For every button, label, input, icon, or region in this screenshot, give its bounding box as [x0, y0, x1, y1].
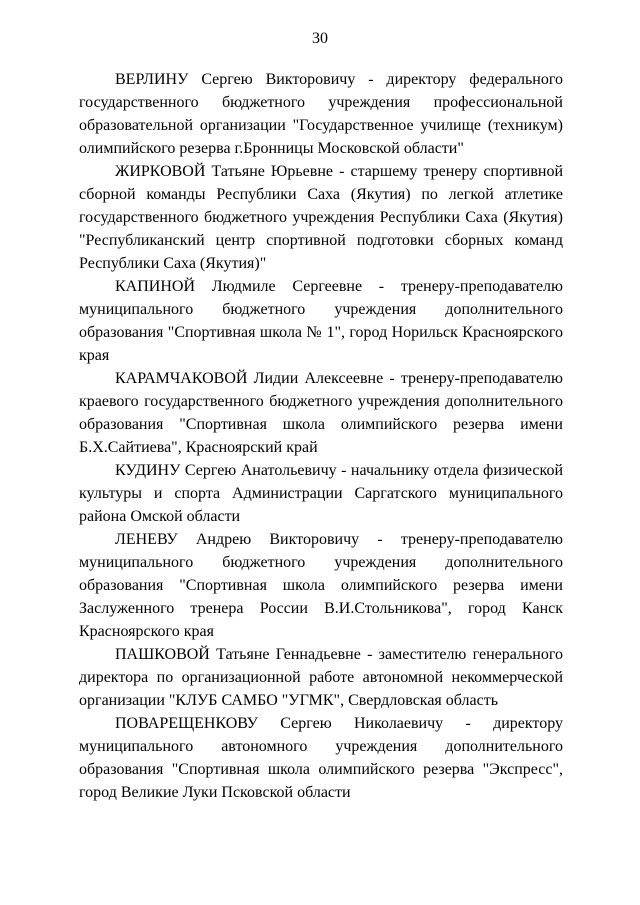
- award-entry: ПАШКОВОЙ Татьяне Геннадьевне - заместителю генерального директора по организационной работе автономной некоммерческой организации "КЛУБ САМБО "УГМК", Свердловская область: [79, 646, 563, 709]
- page-number: 30: [312, 30, 328, 47]
- award-entry: ПОВАРЕЩЕНКОВУ Сергею Николаевичу - директору муниципального автономного учреждения дополнительного образования "Спортивная школа олимпийского резерва "Экспресс", город Великие Луки Псковской области: [79, 715, 563, 801]
- award-entry: КАПИНОЙ Людмиле Сергеевне - тренеру-преподавателю муниципального бюджетного учреждения дополнительного образования "Спортивная школа № 1", город Норильск Красноярского края: [79, 278, 563, 364]
- award-list: [79, 68, 563, 804]
- award-entry: ЖИРКОВОЙ Татьяне Юрьевне - старшему тренеру спортивной сборной команды Республики Саха (Якутия) по легкой атлетике государственного бюджетного учреждения Республики Саха (Якутия) "Республиканский центр спортивной подготовки сборных команд Республики Саха (Якутия)": [79, 163, 563, 272]
- award-entry: КАРАМЧАКОВОЙ Лидии Алексеевне - тренеру-преподавателю краевого государственного бюджетного учреждения дополнительного образования "Спортивная школа олимпийского резерва имени Б.Х.Сайтиева", Красноярский край: [79, 370, 563, 456]
- award-entry: ВЕРЛИНУ Сергею Викторовичу - директору федерального государственного бюджетного учреждения профессиональной образовательной организации "Государственное училище (техникум) олимпийского резерва г.Бронницы Московской области": [79, 71, 563, 157]
- award-entry: ЛЕНЕВУ Андрею Викторовичу - тренеру-преподавателю муниципального бюджетного учреждения дополнительного образования "Спортивная школа олимпийского резерва имени Заслуженного тренера России В.И.Стольникова", город Канск Красноярского края: [79, 531, 563, 640]
- award-entry: КУДИНУ Сергею Анатольевичу - начальнику отдела физической культуры и спорта Администрации Саргатского муниципального района Омской области: [79, 462, 563, 525]
